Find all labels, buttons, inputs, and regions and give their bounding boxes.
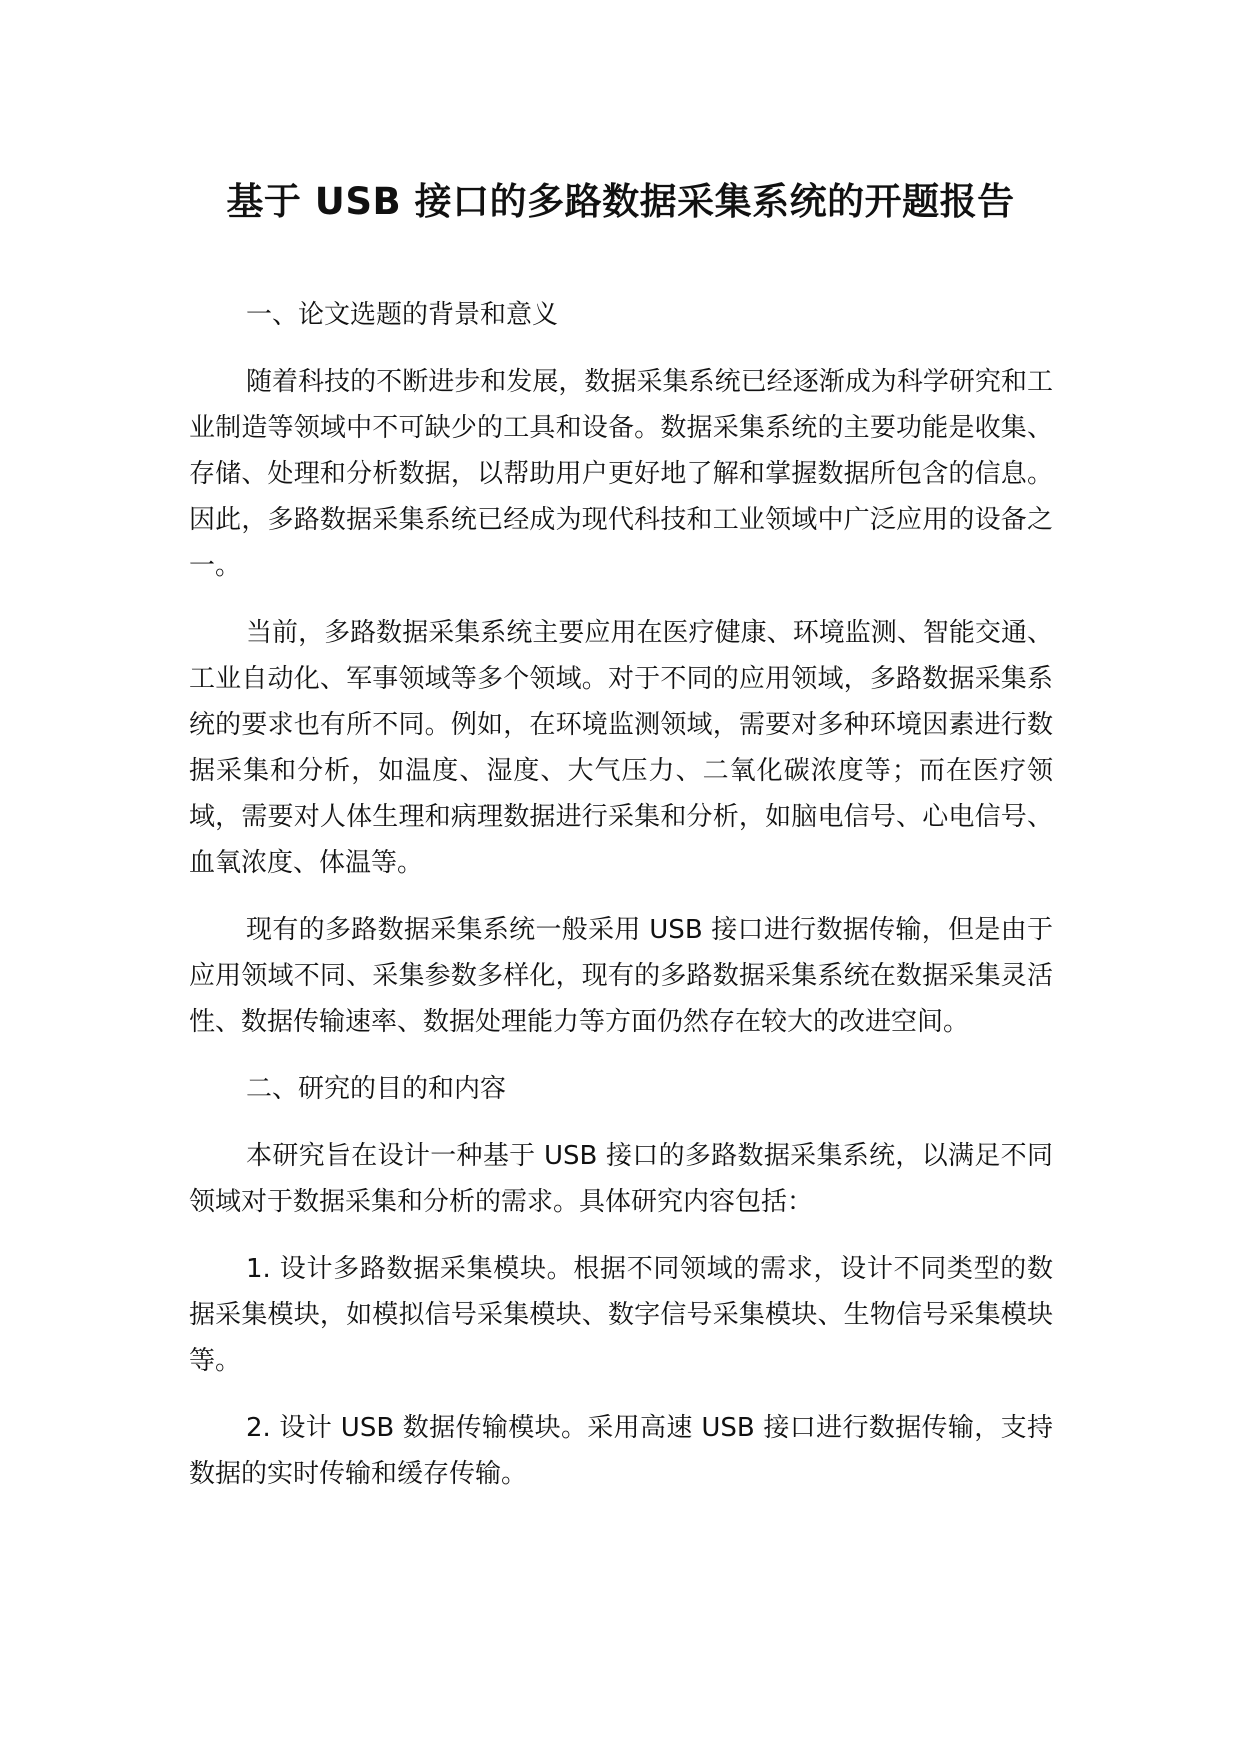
paragraph-background-2: 当前，多路数据采集系统主要应用在医疗健康、环境监测、智能交通、工业自动化、军事领域等多个领域。对于不同的应用领域，多路数据采集系统的要求也有所不同。例如，在环境监测领域，需要对多种环境因素进行数据采集和分析，如温度、湿度、大气压力、二氧化碳浓度等；而在医疗领域，需要对人体生理和病理数据进行采集和分析，如脑电信号、心电信号、血氧浓度、体温等。 xyxy=(189,618,1053,878)
paragraph-background-3: 现有的多路数据采集系统一般采用 USB 接口进行数据传输，但是由于应用领域不同、采集参数多样化，现有的多路数据采集系统在数据采集灵活性、数据传输速率、数据处理能力等方面仍然存在较大的改进空间。 xyxy=(189,915,1053,1037)
document-title: 基于 USB 接口的多路数据采集系统的开题报告 xyxy=(226,180,1015,223)
document-body xyxy=(189,292,1053,1518)
paragraph-objectives-item-1: 1. 设计多路数据采集模块。根据不同领域的需求，设计不同类型的数据采集模块，如模拟信号采集模块、数字信号采集模块、生物信号采集模块等。 xyxy=(189,1254,1053,1376)
paragraph-background-1: 随着科技的不断进步和发展，数据采集系统已经逐渐成为科学研究和工业制造等领域中不可缺少的工具和设备。数据采集系统的主要功能是收集、存储、处理和分析数据，以帮助用户更好地了解和掌握数据所包含的信息。因此，多路数据采集系统已经成为现代科技和工业领域中广泛应用的设备之一。 xyxy=(189,367,1053,581)
section-heading-objectives: 二、研究的目的和内容 xyxy=(246,1074,507,1104)
section-heading-background: 一、论文选题的背景和意义 xyxy=(246,300,559,330)
paragraph-objectives-intro: 本研究旨在设计一种基于 USB 接口的多路数据采集系统，以满足不同领域对于数据采集和分析的需求。具体研究内容包括： xyxy=(189,1141,1053,1217)
paragraph-objectives-item-2: 2. 设计 USB 数据传输模块。采用高速 USB 接口进行数据传输，支持数据的实时传输和缓存传输。 xyxy=(189,1413,1053,1489)
